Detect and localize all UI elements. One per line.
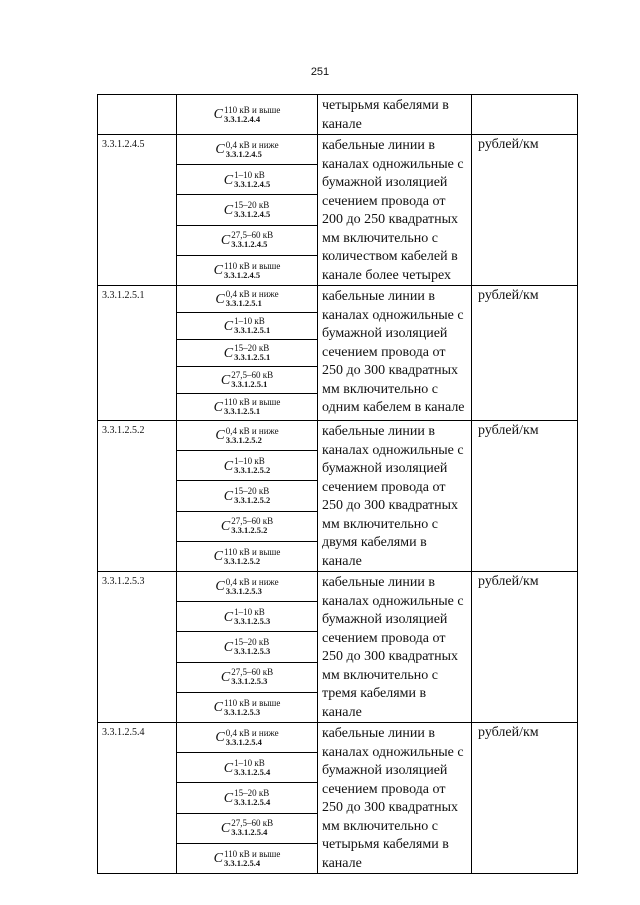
coefficient-formula <box>214 105 281 123</box>
coefficient-voltage: 1–10 кВ <box>234 316 265 327</box>
coefficient-index: 3.3.1.2.4.5 <box>234 209 271 220</box>
coefficient-formula <box>224 344 270 362</box>
coefficient-voltage: 27,5–60 кВ <box>231 230 274 241</box>
coefficient-index: 3.3.1.2.4.5 <box>224 269 261 280</box>
coefficient-index: 3.3.1.2.5.3 <box>234 646 271 657</box>
code-cell <box>98 95 177 135</box>
coefficient-cell <box>177 340 318 367</box>
coefficient-voltage: 1–10 кВ <box>234 606 265 617</box>
coefficient-voltage: 110 кВ и выше <box>224 260 281 271</box>
coefficient-symbol: C <box>220 232 231 248</box>
coefficient-formula <box>214 849 281 867</box>
coefficient-symbol: C <box>223 202 234 218</box>
description-cell: кабельные линии в каналах одножильные с бумажной изоляцией сечением провода от 250 до 300 квадратных мм включительно с двумя кабелями в канале <box>318 421 472 572</box>
coefficient-symbol: C <box>223 458 234 474</box>
coefficient-formula <box>224 457 270 475</box>
coefficient-index: 3.3.1.2.4.5 <box>234 178 271 189</box>
coefficient-voltage: 1–10 кВ <box>234 455 265 466</box>
unit-cell: рублей/км <box>472 572 578 723</box>
coefficient-formula <box>224 608 270 626</box>
coefficient-cell <box>177 394 318 421</box>
coefficient-voltage: 0,4 кВ и ниже <box>225 727 279 738</box>
coefficient-formula <box>221 371 273 389</box>
description-cell: кабельные линии в каналах одножильные с бумажной изоляцией сечением провода от 250 до 300 квадратных мм включительно с тремя кабелями в канале <box>318 572 472 723</box>
code-cell: 3.3.1.2.5.2 <box>98 421 177 572</box>
coefficient-formula <box>221 668 273 686</box>
coefficient-formula <box>214 698 281 716</box>
coefficient-symbol: C <box>213 700 223 716</box>
coefficient-index: 3.3.1.2.4.5 <box>231 239 268 250</box>
coefficient-cell <box>177 753 318 783</box>
coefficient-index: 3.3.1.2.5.4 <box>231 827 268 838</box>
coefficient-formula <box>224 201 270 219</box>
code-cell: 3.3.1.2.5.1 <box>98 286 177 421</box>
table-row <box>98 572 578 602</box>
coefficient-symbol: C <box>213 263 223 279</box>
coefficient-cell <box>177 511 318 541</box>
coefficient-symbol: C <box>215 142 225 158</box>
coefficient-cell <box>177 135 318 165</box>
unit-cell: рублей/км <box>472 135 578 286</box>
unit-cell <box>472 95 578 135</box>
coefficient-symbol: C <box>220 518 231 534</box>
coefficient-formula <box>214 398 281 416</box>
coefficient-cell <box>177 313 318 340</box>
coefficient-formula <box>224 759 270 777</box>
coefficient-cell <box>177 813 318 843</box>
coefficient-cell <box>177 541 318 571</box>
coefficient-voltage: 110 кВ и выше <box>224 104 281 115</box>
coefficient-voltage: 0,4 кВ и ниже <box>225 425 279 436</box>
coefficient-index: 3.3.1.2.5.4 <box>225 736 262 747</box>
coefficient-index: 3.3.1.2.5.1 <box>224 406 261 417</box>
coefficient-symbol: C <box>223 609 234 625</box>
code-cell: 3.3.1.2.5.4 <box>98 723 177 874</box>
coefficient-symbol: C <box>213 107 223 123</box>
coefficient-symbol: C <box>223 488 234 504</box>
coefficient-voltage: 110 кВ и выше <box>224 397 281 408</box>
description-cell: кабельные линии в каналах одножильные с бумажной изоляцией сечением провода от 250 до 300 квадратных мм включительно с четырьмя кабелями в канале <box>318 723 472 874</box>
coefficient-voltage: 15–20 кВ <box>234 343 270 354</box>
coefficient-index: 3.3.1.2.5.3 <box>234 615 271 626</box>
coefficient-voltage: 15–20 кВ <box>234 200 270 211</box>
coefficient-formula <box>224 171 270 189</box>
coefficient-index: 3.3.1.2.4.5 <box>225 148 262 159</box>
coefficient-voltage: 1–10 кВ <box>234 757 265 768</box>
coefficient-voltage: 110 кВ и выше <box>224 546 281 557</box>
coefficient-cell <box>177 692 318 722</box>
coefficient-voltage: 15–20 кВ <box>234 637 270 648</box>
table-row <box>98 723 578 753</box>
coefficient-formula <box>215 290 278 308</box>
table-row <box>98 95 578 135</box>
coefficient-cell <box>177 195 318 225</box>
tariff-table <box>97 94 578 874</box>
coefficient-voltage: 27,5–60 кВ <box>231 370 274 381</box>
coefficient-formula <box>215 426 278 444</box>
coefficient-index: 3.3.1.2.5.2 <box>224 555 261 566</box>
coefficient-cell <box>177 572 318 602</box>
coefficient-symbol: C <box>213 399 223 415</box>
coefficient-voltage: 27,5–60 кВ <box>231 667 274 678</box>
coefficient-formula <box>214 547 281 565</box>
coefficient-index: 3.3.1.2.5.1 <box>231 379 268 390</box>
coefficient-formula <box>215 728 278 746</box>
coefficient-cell <box>177 421 318 451</box>
coefficient-index: 3.3.1.2.5.3 <box>225 585 262 596</box>
coefficient-voltage: 0,4 кВ и ниже <box>225 139 279 150</box>
coefficient-voltage: 27,5–60 кВ <box>231 516 274 527</box>
coefficient-index: 3.3.1.2.5.1 <box>234 325 271 336</box>
coefficient-symbol: C <box>215 291 225 307</box>
coefficient-index: 3.3.1.2.4.4 <box>224 113 261 124</box>
coefficient-cell <box>177 632 318 662</box>
coefficient-symbol: C <box>213 851 223 867</box>
coefficient-symbol: C <box>223 345 234 361</box>
table-row <box>98 286 578 313</box>
coefficient-voltage: 15–20 кВ <box>234 486 270 497</box>
coefficient-symbol: C <box>213 549 223 565</box>
coefficient-formula <box>221 819 273 837</box>
unit-cell: рублей/км <box>472 421 578 572</box>
coefficient-symbol: C <box>223 318 234 334</box>
coefficient-symbol: C <box>223 639 234 655</box>
coefficient-formula <box>221 231 273 249</box>
coefficient-index: 3.3.1.2.5.3 <box>224 706 261 717</box>
code-cell: 3.3.1.2.5.3 <box>98 572 177 723</box>
coefficient-symbol: C <box>220 372 231 388</box>
unit-cell: рублей/км <box>472 286 578 421</box>
coefficient-cell <box>177 255 318 285</box>
code-cell: 3.3.1.2.4.5 <box>98 135 177 286</box>
coefficient-index: 3.3.1.2.5.1 <box>225 298 262 309</box>
coefficient-formula <box>215 140 278 158</box>
table-row <box>98 135 578 165</box>
coefficient-index: 3.3.1.2.5.4 <box>234 797 271 808</box>
coefficient-symbol: C <box>223 790 234 806</box>
coefficient-voltage: 0,4 кВ и ниже <box>225 576 279 587</box>
coefficient-index: 3.3.1.2.5.2 <box>234 464 271 475</box>
coefficient-cell <box>177 286 318 313</box>
coefficient-index: 3.3.1.2.5.2 <box>225 434 262 445</box>
coefficient-cell <box>177 783 318 813</box>
coefficient-index: 3.3.1.2.5.2 <box>231 525 268 536</box>
description-cell: четырьмя кабелями в канале <box>318 95 472 135</box>
coefficient-symbol: C <box>223 760 234 776</box>
coefficient-formula <box>224 638 270 656</box>
coefficient-voltage: 110 кВ и выше <box>224 848 281 859</box>
coefficient-cell <box>177 602 318 632</box>
coefficient-symbol: C <box>220 820 231 836</box>
coefficient-index: 3.3.1.2.5.2 <box>234 495 271 506</box>
coefficient-voltage: 110 кВ и выше <box>224 697 281 708</box>
coefficient-voltage: 27,5–60 кВ <box>231 818 274 829</box>
coefficient-cell <box>177 95 318 135</box>
coefficient-formula <box>224 317 270 335</box>
coefficient-cell <box>177 225 318 255</box>
coefficient-index: 3.3.1.2.5.4 <box>234 766 271 777</box>
coefficient-cell <box>177 165 318 195</box>
coefficient-symbol: C <box>220 669 231 685</box>
coefficient-index: 3.3.1.2.5.1 <box>234 352 271 363</box>
coefficient-symbol: C <box>223 172 234 188</box>
description-cell: кабельные линии в каналах одножильные с бумажной изоляцией сечением провода от 200 до 250 квадратных мм включительно с количеством кабелей в канале более четырех <box>318 135 472 286</box>
coefficient-cell <box>177 451 318 481</box>
unit-cell: рублей/км <box>472 723 578 874</box>
coefficient-formula <box>215 577 278 595</box>
coefficient-cell <box>177 723 318 753</box>
coefficient-voltage: 1–10 кВ <box>234 169 265 180</box>
coefficient-formula <box>221 517 273 535</box>
coefficient-cell <box>177 843 318 873</box>
coefficient-symbol: C <box>215 730 225 746</box>
table-row <box>98 421 578 451</box>
coefficient-index: 3.3.1.2.5.4 <box>224 857 261 868</box>
coefficient-symbol: C <box>215 579 225 595</box>
coefficient-symbol: C <box>215 428 225 444</box>
coefficient-voltage: 0,4 кВ и ниже <box>225 289 279 300</box>
coefficient-cell <box>177 481 318 511</box>
coefficient-formula <box>224 789 270 807</box>
coefficient-cell <box>177 662 318 692</box>
description-cell: кабельные линии в каналах одножильные с бумажной изоляцией сечением провода от 250 до 300 квадратных мм включительно с одним кабелем в канале <box>318 286 472 421</box>
coefficient-voltage: 15–20 кВ <box>234 788 270 799</box>
page-number: 251 <box>310 66 330 78</box>
coefficient-index: 3.3.1.2.5.3 <box>231 676 268 687</box>
coefficient-cell <box>177 367 318 394</box>
coefficient-formula <box>214 261 281 279</box>
tariff-table-body <box>98 95 578 874</box>
coefficient-formula <box>224 487 270 505</box>
